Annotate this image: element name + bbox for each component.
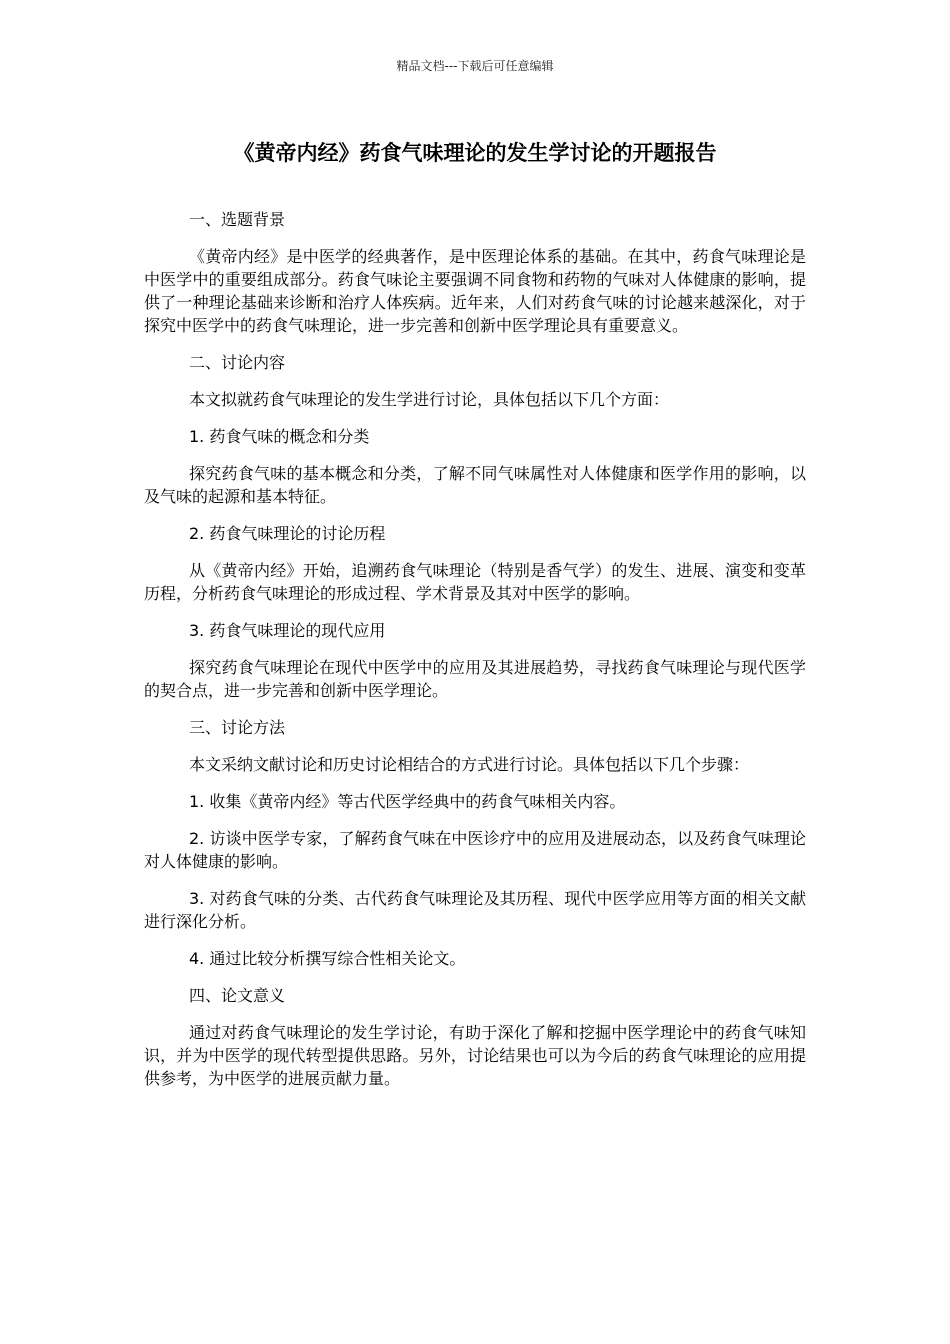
section-heading-method: 三、讨论方法 [189,718,286,737]
document-body [144,208,806,1104]
method-step-3: 3. 对药食气味的分类、古代药食气味理论及其历程、现代中医学应用等方面的相关文献进行深化分析。 [144,889,806,931]
document-title: 《黄帝内经》药食气味理论的发生学讨论的开题报告 [233,141,717,165]
method-step-2: 2. 访谈中医学专家，了解药食气味在中医诊疗中的应用及进展动态，以及药食气味理论对人体健康的影响。 [144,829,806,871]
paragraph-concept: 探究药食气味的基本概念和分类，了解不同气味属性对人体健康和医学作用的影响，以及气味的起源和基本特征。 [144,464,806,506]
paragraph-history: 从《黄帝内经》开始，追溯药食气味理论（特别是香气学）的发生、进展、演变和变革历程，分析药食气味理论的形成过程、学术背景及其对中医学的影响。 [144,561,806,603]
paragraph-content-intro: 本文拟就药食气味理论的发生学进行讨论，具体包括以下几个方面： [189,390,670,409]
section-heading-content: 二、讨论内容 [189,353,286,372]
method-step-1: 1. 收集《黄帝内经》等古代医学经典中的药食气味相关内容。 [189,792,626,811]
method-step-4: 4. 通过比较分析撰写综合性相关论文。 [189,949,466,968]
paragraph-significance: 通过对药食气味理论的发生学讨论，有助于深化了解和挖掘中医学理论中的药食气味知识，并为中医学的现代转型提供思路。另外，讨论结果也可以为今后的药食气味理论的应用提供参考，为中医学的进展贡献力量。 [144,1023,806,1088]
header-note: 精品文档---下载后可任意编辑 [396,59,554,73]
paragraph-background: 《黄帝内经》是中医学的经典著作，是中医理论体系的基础。在其中，药食气味理论是中医学中的重要组成部分。药食气味论主要强调不同食物和药物的气味对人体健康的影响，提供了一种理论基础来诊断和治疗人体疾病。近年来，人们对药食气味的讨论越来越深化，对于探究中医学中的药食气味理论，进一步完善和创新中医学理论具有重要意义。 [144,247,806,335]
subheading-concept: 1. 药食气味的概念和分类 [189,427,370,446]
subheading-history: 2. 药食气味理论的讨论历程 [189,524,386,543]
paragraph-method-intro: 本文采纳文献讨论和历史讨论相结合的方式进行讨论。具体包括以下几个步骤： [189,755,750,774]
section-heading-background: 一、选题背景 [189,210,286,229]
section-heading-significance: 四、论文意义 [189,986,286,1005]
paragraph-modern: 探究药食气味理论在现代中医学中的应用及其进展趋势，寻找药食气味理论与现代医学的契合点，进一步完善和创新中医学理论。 [144,658,806,700]
subheading-modern: 3. 药食气味理论的现代应用 [189,621,386,640]
